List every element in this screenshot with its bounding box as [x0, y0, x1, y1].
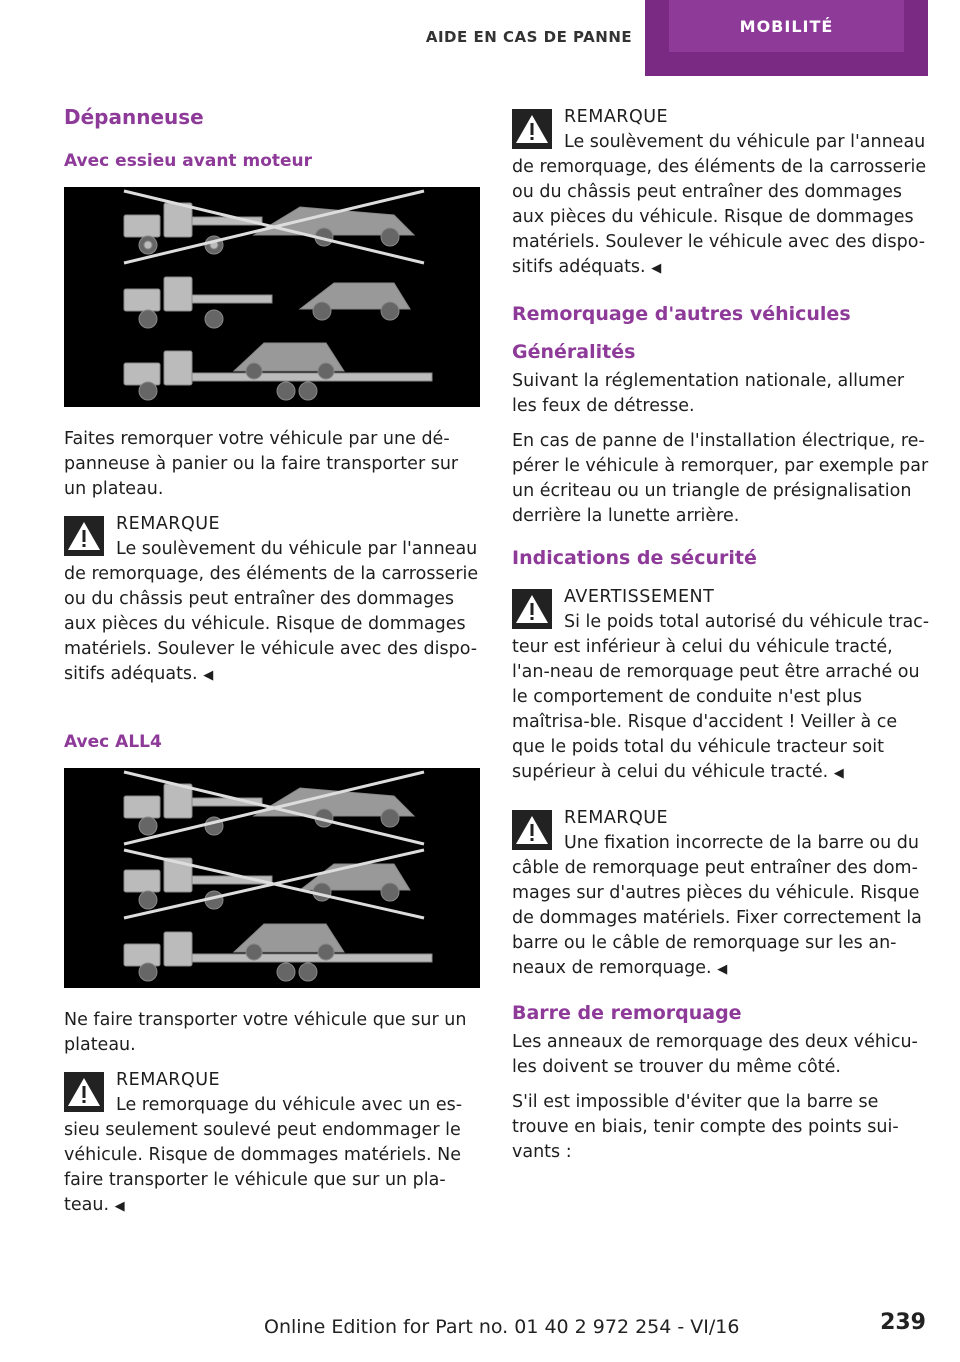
para-angled-bar: S'il est impossible d'éviter que la barre se trouve en biais, tenir compte des points sui-vants : — [512, 1092, 899, 1162]
note-axle-lift — [64, 1068, 482, 1219]
para-electrical-failure: En cas de panne de l'installation électrique, re-pérer le véhicule à remorquer, par exemple par un écriteau ou un triangle de présignalisation derrière la lunette arrière. — [512, 431, 929, 526]
note-text — [64, 537, 482, 688]
note-text-body: Le remorquage du véhicule avec un es-sieu seulement soulevé peut endommager le véhicule. Risque de dommages matériels. Ne faire transporter le véhicule que sur un pla-teau. — [64, 1095, 463, 1215]
para-hazard-lights: Suivant la réglementation nationale, allumer les feux de détresse. — [512, 371, 905, 416]
subtitle-safety: Indications de sécurité — [512, 547, 757, 569]
note-title: REMARQUE — [116, 1070, 221, 1090]
warning-text-body: Si le poids total autorisé du véhicule trac-teur est inférieur à celui du véhicule tracté, l'an-neau de remorquage peut être arraché ou le comportement de conduite n'est plus maîtrisa-ble. Risque d'accident ! Veiller à ce que le poids total du véhicule tracteur soit supérieur à celui du véhicule tracté. — [512, 612, 930, 782]
para-same-side: Les anneaux de remorquage des deux véhicu-les doivent se trouver du même côté. — [512, 1032, 918, 1077]
note-fixing — [512, 806, 930, 982]
header-chapter-tab — [645, 0, 928, 76]
section-title-towing-others: Remorquage d'autres véhicules — [512, 303, 851, 325]
note-title: REMARQUE — [116, 514, 221, 534]
right-column — [512, 105, 930, 1175]
left-column — [64, 105, 482, 1239]
end-mark: ◀ — [833, 766, 844, 781]
footer-edition: Online Edition for Part no. 01 40 2 972 254 - VI/16 — [264, 1316, 740, 1338]
section-title-depanneuse: Dépanneuse — [64, 105, 204, 129]
para-flatbed-only: Ne faire transporter votre véhicule que sur un plateau. — [64, 1010, 467, 1055]
note-text-body: Le soulèvement du véhicule par l'anneau de remorquage, des éléments de la carrosserie ou du châssis peut entraîner des dommages aux pièces du véhicule. Risque de dommages matériels. Soulever le véhicule avec des dispo-sitifs adéquats. — [64, 539, 479, 684]
note-text-body: Une fixation incorrecte de la barre ou du câble de remorquage peut entraîner des dom-mages sur d'autres pièces du véhicule. Risque de dommages matériels. Fixer correctement la barre ou le câble de remorquage sur les an-neaux de remorquage. — [512, 833, 922, 978]
warning-triangle-icon — [512, 810, 552, 850]
header-chapter-title: MOBILITÉ — [669, 0, 904, 52]
note-text — [64, 1093, 482, 1219]
end-mark: ◀ — [651, 261, 662, 276]
tow-illustration-all4 — [64, 768, 480, 988]
page-number: 239 — [880, 1310, 926, 1335]
subtitle-generalites: Généralités — [512, 341, 636, 363]
header-section-title: AIDE EN CAS DE PANNE — [425, 28, 633, 46]
warning-triangle-icon — [64, 516, 104, 556]
end-mark: ◀ — [717, 962, 728, 977]
warning-triangle-icon — [512, 109, 552, 149]
note-text — [512, 831, 930, 982]
subtitle-essieu-avant: Avec essieu avant moteur — [64, 151, 313, 171]
subtitle-tow-bar: Barre de remorquage — [512, 1002, 742, 1024]
warning-text — [512, 610, 930, 786]
note-title: REMARQUE — [564, 107, 669, 127]
note-lifting-right — [512, 105, 930, 281]
warning-weight — [512, 585, 930, 786]
tow-illustration-front-axle — [64, 187, 480, 407]
warning-triangle-icon — [64, 1072, 104, 1112]
note-lifting — [64, 512, 482, 688]
para-transport: Faites remorquer votre véhicule par une dé-panneuse à panier ou la faire transporter sur un plateau. — [64, 429, 459, 499]
warning-triangle-icon — [512, 589, 552, 629]
warning-title: AVERTISSEMENT — [564, 587, 715, 607]
end-mark: ◀ — [114, 1199, 125, 1214]
note-title: REMARQUE — [564, 808, 669, 828]
note-text-body: Le soulèvement du véhicule par l'anneau de remorquage, des éléments de la carrosserie ou du châssis peut entraîner des dommages aux pièces du véhicule. Risque de dommages matériels. Soulever le véhicule avec des dispo-sitifs adéquats. — [512, 132, 927, 277]
end-mark: ◀ — [203, 668, 214, 683]
subtitle-all4: Avec ALL4 — [64, 732, 162, 752]
note-text — [512, 130, 930, 281]
